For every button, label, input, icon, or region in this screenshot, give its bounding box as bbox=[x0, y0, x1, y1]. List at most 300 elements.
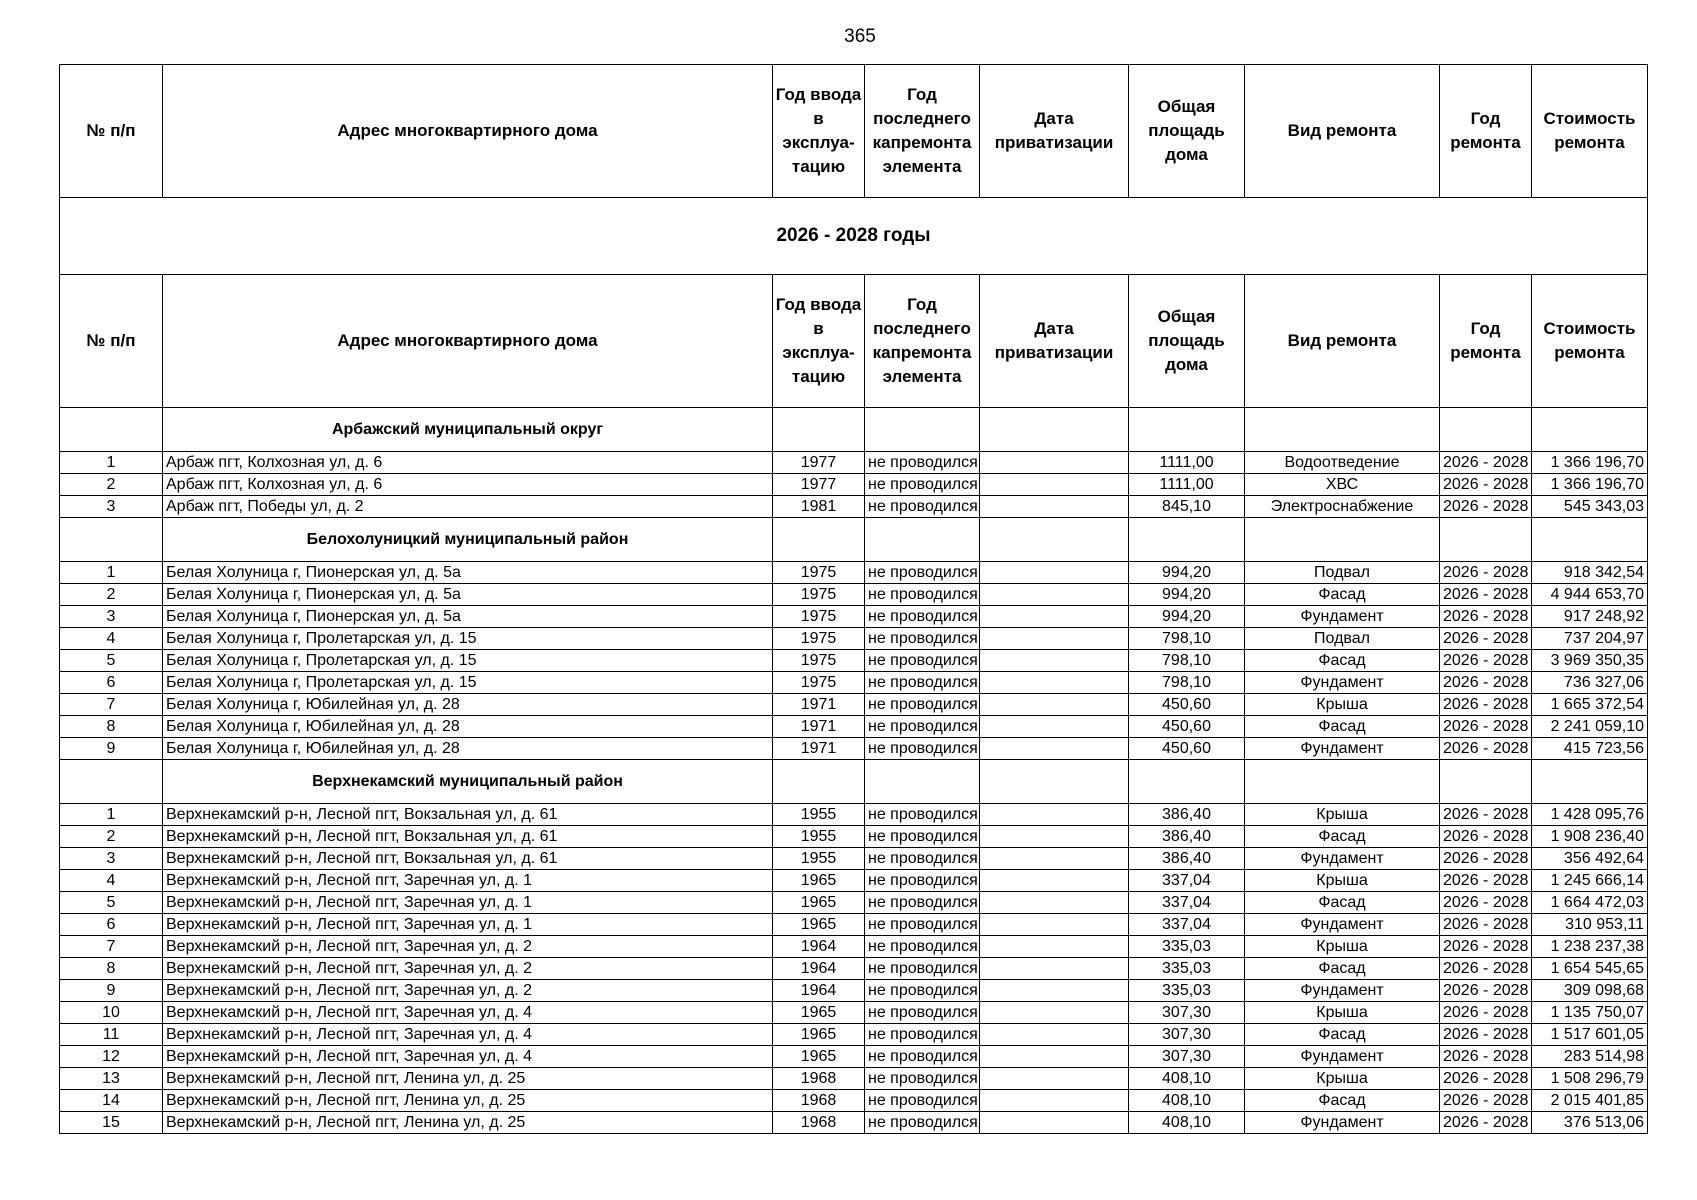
header-repair-type: Вид ремонта bbox=[1245, 65, 1440, 198]
cell-last-repair: не проводился bbox=[865, 1046, 980, 1068]
table-row bbox=[60, 1024, 1648, 1046]
cell-cost: 1 665 372,54 bbox=[1532, 694, 1648, 716]
header-cost: Стоимость ремонта bbox=[1532, 275, 1648, 408]
cell-repair-type: Электроснабжение bbox=[1245, 496, 1440, 518]
period-row bbox=[60, 198, 1648, 275]
cell-repair-type: Фундамент bbox=[1245, 848, 1440, 870]
cell-repair-year: 2026 - 2028 bbox=[1440, 804, 1532, 826]
cell-privatization bbox=[980, 1112, 1129, 1134]
cell-address: Верхнекамский р-н, Лесной пгт, Заречная ул, д. 4 bbox=[163, 1002, 773, 1024]
cell-address: Белая Холуница г, Пионерская ул, д. 5а bbox=[163, 562, 773, 584]
cell-last-repair: не проводился bbox=[865, 738, 980, 760]
cell-year-built: 1975 bbox=[773, 672, 865, 694]
table-row bbox=[60, 870, 1648, 892]
cell-year-built: 1955 bbox=[773, 804, 865, 826]
cell-repair-type: Подвал bbox=[1245, 628, 1440, 650]
cell-cost: 376 513,06 bbox=[1532, 1112, 1648, 1134]
cell-repair-year: 2026 - 2028 bbox=[1440, 1046, 1532, 1068]
cell-repair-year: 2026 - 2028 bbox=[1440, 474, 1532, 496]
table-row bbox=[60, 958, 1648, 980]
section-empty-cell bbox=[1129, 408, 1245, 452]
section-empty-cell bbox=[1440, 760, 1532, 804]
cell-privatization bbox=[980, 562, 1129, 584]
section-empty-cell bbox=[980, 760, 1129, 804]
cell-repair-type: Крыша bbox=[1245, 1002, 1440, 1024]
repair-plan-table bbox=[59, 64, 1648, 1134]
cell-num: 9 bbox=[60, 980, 163, 1002]
header-address: Адрес многоквартирного дома bbox=[163, 275, 773, 408]
cell-cost: 1 135 750,07 bbox=[1532, 1002, 1648, 1024]
cell-year-built: 1964 bbox=[773, 958, 865, 980]
cell-cost: 736 327,06 bbox=[1532, 672, 1648, 694]
cell-privatization bbox=[980, 496, 1129, 518]
cell-area: 994,20 bbox=[1129, 584, 1245, 606]
cell-privatization bbox=[980, 936, 1129, 958]
cell-year-built: 1971 bbox=[773, 716, 865, 738]
cell-repair-year: 2026 - 2028 bbox=[1440, 1090, 1532, 1112]
cell-privatization bbox=[980, 606, 1129, 628]
section-empty-cell bbox=[1440, 518, 1532, 562]
header-privatization: Дата приватизации bbox=[980, 65, 1129, 198]
cell-repair-year: 2026 - 2028 bbox=[1440, 738, 1532, 760]
cell-last-repair: не проводился bbox=[865, 804, 980, 826]
cell-address: Верхнекамский р-н, Лесной пгт, Заречная ул, д. 1 bbox=[163, 892, 773, 914]
cell-repair-year: 2026 - 2028 bbox=[1440, 628, 1532, 650]
cell-year-built: 1964 bbox=[773, 936, 865, 958]
table-row bbox=[60, 1068, 1648, 1090]
cell-year-built: 1965 bbox=[773, 1024, 865, 1046]
cell-repair-year: 2026 - 2028 bbox=[1440, 1068, 1532, 1090]
cell-last-repair: не проводился bbox=[865, 980, 980, 1002]
cell-privatization bbox=[980, 672, 1129, 694]
table-row bbox=[60, 562, 1648, 584]
cell-repair-type: Фасад bbox=[1245, 958, 1440, 980]
header-year-built: Год ввода в эксплуа-тацию bbox=[773, 275, 865, 408]
cell-num: 1 bbox=[60, 804, 163, 826]
cell-area: 798,10 bbox=[1129, 628, 1245, 650]
cell-year-built: 1955 bbox=[773, 826, 865, 848]
cell-repair-type: Фундамент bbox=[1245, 738, 1440, 760]
header-address: Адрес многоквартирного дома bbox=[163, 65, 773, 198]
cell-last-repair: не проводился bbox=[865, 584, 980, 606]
cell-num: 14 bbox=[60, 1090, 163, 1112]
cell-last-repair: не проводился bbox=[865, 1112, 980, 1134]
section-empty-cell bbox=[773, 518, 865, 562]
cell-repair-type: Крыша bbox=[1245, 870, 1440, 892]
table-row bbox=[60, 716, 1648, 738]
cell-area: 994,20 bbox=[1129, 606, 1245, 628]
cell-last-repair: не проводился bbox=[865, 650, 980, 672]
cell-address: Верхнекамский р-н, Лесной пгт, Заречная ул, д. 2 bbox=[163, 980, 773, 1002]
cell-num: 11 bbox=[60, 1024, 163, 1046]
cell-repair-year: 2026 - 2028 bbox=[1440, 562, 1532, 584]
cell-repair-year: 2026 - 2028 bbox=[1440, 936, 1532, 958]
cell-cost: 1 366 196,70 bbox=[1532, 452, 1648, 474]
header-last-repair: Год последнего капремонта элемента bbox=[865, 65, 980, 198]
cell-repair-year: 2026 - 2028 bbox=[1440, 1002, 1532, 1024]
cell-num: 3 bbox=[60, 496, 163, 518]
cell-year-built: 1964 bbox=[773, 980, 865, 1002]
cell-num: 15 bbox=[60, 1112, 163, 1134]
cell-last-repair: не проводился bbox=[865, 848, 980, 870]
table-row bbox=[60, 738, 1648, 760]
cell-area: 994,20 bbox=[1129, 562, 1245, 584]
table-row bbox=[60, 1046, 1648, 1068]
cell-num: 7 bbox=[60, 936, 163, 958]
cell-cost: 1 908 236,40 bbox=[1532, 826, 1648, 848]
cell-privatization bbox=[980, 452, 1129, 474]
section-empty-cell bbox=[865, 518, 980, 562]
cell-num: 7 bbox=[60, 694, 163, 716]
cell-area: 337,04 bbox=[1129, 914, 1245, 936]
cell-last-repair: не проводился bbox=[865, 474, 980, 496]
cell-area: 450,60 bbox=[1129, 738, 1245, 760]
cell-year-built: 1975 bbox=[773, 584, 865, 606]
table-row bbox=[60, 474, 1648, 496]
cell-num: 1 bbox=[60, 562, 163, 584]
table-row bbox=[60, 1112, 1648, 1134]
cell-num: 8 bbox=[60, 716, 163, 738]
section-row bbox=[60, 518, 1648, 562]
cell-repair-type: Фундамент bbox=[1245, 980, 1440, 1002]
cell-repair-type: Фундамент bbox=[1245, 914, 1440, 936]
cell-cost: 1 428 095,76 bbox=[1532, 804, 1648, 826]
cell-repair-year: 2026 - 2028 bbox=[1440, 1024, 1532, 1046]
cell-address: Верхнекамский р-н, Лесной пгт, Заречная ул, д. 1 bbox=[163, 870, 773, 892]
cell-cost: 310 953,11 bbox=[1532, 914, 1648, 936]
cell-cost: 415 723,56 bbox=[1532, 738, 1648, 760]
header-cost: Стоимость ремонта bbox=[1532, 65, 1648, 198]
cell-last-repair: не проводился bbox=[865, 826, 980, 848]
cell-year-built: 1965 bbox=[773, 870, 865, 892]
cell-cost: 1 508 296,79 bbox=[1532, 1068, 1648, 1090]
cell-address: Верхнекамский р-н, Лесной пгт, Вокзальная ул, д. 61 bbox=[163, 826, 773, 848]
table-header-row bbox=[60, 65, 1648, 198]
cell-num: 2 bbox=[60, 474, 163, 496]
section-empty-cell bbox=[773, 408, 865, 452]
cell-num: 2 bbox=[60, 826, 163, 848]
cell-last-repair: не проводился bbox=[865, 914, 980, 936]
cell-privatization bbox=[980, 650, 1129, 672]
table-header-row-repeat bbox=[60, 275, 1648, 408]
header-privatization: Дата приватизации bbox=[980, 275, 1129, 408]
cell-year-built: 1975 bbox=[773, 562, 865, 584]
cell-repair-year: 2026 - 2028 bbox=[1440, 672, 1532, 694]
cell-area: 408,10 bbox=[1129, 1090, 1245, 1112]
cell-area: 845,10 bbox=[1129, 496, 1245, 518]
section-empty-cell bbox=[1532, 760, 1648, 804]
cell-repair-year: 2026 - 2028 bbox=[1440, 496, 1532, 518]
section-empty-cell bbox=[865, 760, 980, 804]
cell-last-repair: не проводился bbox=[865, 562, 980, 584]
section-empty-cell bbox=[865, 408, 980, 452]
cell-repair-type: Фундамент bbox=[1245, 1112, 1440, 1134]
table-row bbox=[60, 452, 1648, 474]
cell-num: 10 bbox=[60, 1002, 163, 1024]
cell-address: Белая Холуница г, Пролетарская ул, д. 15 bbox=[163, 650, 773, 672]
cell-year-built: 1977 bbox=[773, 452, 865, 474]
cell-last-repair: не проводился bbox=[865, 870, 980, 892]
cell-address: Верхнекамский р-н, Лесной пгт, Ленина ул, д. 25 bbox=[163, 1068, 773, 1090]
cell-year-built: 1968 bbox=[773, 1068, 865, 1090]
section-empty-cell bbox=[1532, 408, 1648, 452]
cell-num: 8 bbox=[60, 958, 163, 980]
cell-num: 9 bbox=[60, 738, 163, 760]
section-empty-cell bbox=[1245, 518, 1440, 562]
cell-year-built: 1955 bbox=[773, 848, 865, 870]
cell-repair-type: Фундамент bbox=[1245, 672, 1440, 694]
cell-address: Верхнекамский р-н, Лесной пгт, Вокзальная ул, д. 61 bbox=[163, 804, 773, 826]
cell-address: Верхнекамский р-н, Лесной пгт, Заречная ул, д. 4 bbox=[163, 1024, 773, 1046]
cell-repair-type: Фасад bbox=[1245, 1090, 1440, 1112]
cell-privatization bbox=[980, 892, 1129, 914]
section-empty-cell bbox=[1440, 408, 1532, 452]
cell-year-built: 1965 bbox=[773, 1046, 865, 1068]
cell-address: Верхнекамский р-н, Лесной пгт, Заречная ул, д. 1 bbox=[163, 914, 773, 936]
cell-area: 307,30 bbox=[1129, 1024, 1245, 1046]
cell-address: Белая Холуница г, Пролетарская ул, д. 15 bbox=[163, 628, 773, 650]
cell-area: 408,10 bbox=[1129, 1068, 1245, 1090]
cell-privatization bbox=[980, 980, 1129, 1002]
cell-last-repair: не проводился bbox=[865, 716, 980, 738]
cell-repair-year: 2026 - 2028 bbox=[1440, 826, 1532, 848]
cell-privatization bbox=[980, 804, 1129, 826]
cell-cost: 1 517 601,05 bbox=[1532, 1024, 1648, 1046]
cell-area: 798,10 bbox=[1129, 650, 1245, 672]
cell-address: Верхнекамский р-н, Лесной пгт, Вокзальная ул, д. 61 bbox=[163, 848, 773, 870]
cell-last-repair: не проводился bbox=[865, 694, 980, 716]
cell-repair-year: 2026 - 2028 bbox=[1440, 848, 1532, 870]
cell-last-repair: не проводился bbox=[865, 628, 980, 650]
cell-cost: 918 342,54 bbox=[1532, 562, 1648, 584]
cell-repair-year: 2026 - 2028 bbox=[1440, 958, 1532, 980]
table-row bbox=[60, 628, 1648, 650]
cell-address: Арбаж пгт, Победы ул, д. 2 bbox=[163, 496, 773, 518]
table-row bbox=[60, 804, 1648, 826]
cell-area: 337,04 bbox=[1129, 870, 1245, 892]
cell-privatization bbox=[980, 628, 1129, 650]
cell-num: 13 bbox=[60, 1068, 163, 1090]
cell-privatization bbox=[980, 870, 1129, 892]
table-row bbox=[60, 936, 1648, 958]
cell-year-built: 1965 bbox=[773, 914, 865, 936]
cell-cost: 283 514,98 bbox=[1532, 1046, 1648, 1068]
section-row bbox=[60, 408, 1648, 452]
cell-year-built: 1975 bbox=[773, 628, 865, 650]
cell-address: Верхнекамский р-н, Лесной пгт, Заречная ул, д. 2 bbox=[163, 958, 773, 980]
cell-privatization bbox=[980, 1024, 1129, 1046]
section-row bbox=[60, 760, 1648, 804]
cell-address: Арбаж пгт, Колхозная ул, д. 6 bbox=[163, 452, 773, 474]
cell-num: 3 bbox=[60, 606, 163, 628]
table-row bbox=[60, 1090, 1648, 1112]
page-number: 365 bbox=[844, 26, 876, 47]
cell-last-repair: не проводился bbox=[865, 1024, 980, 1046]
cell-address: Белая Холуница г, Юбилейная ул, д. 28 bbox=[163, 738, 773, 760]
cell-privatization bbox=[980, 738, 1129, 760]
cell-repair-year: 2026 - 2028 bbox=[1440, 606, 1532, 628]
cell-repair-year: 2026 - 2028 bbox=[1440, 914, 1532, 936]
cell-year-built: 1981 bbox=[773, 496, 865, 518]
section-empty-cell bbox=[980, 518, 1129, 562]
cell-last-repair: не проводился bbox=[865, 1068, 980, 1090]
cell-privatization bbox=[980, 1002, 1129, 1024]
cell-cost: 1 245 666,14 bbox=[1532, 870, 1648, 892]
period-title: 2026 - 2028 годы bbox=[60, 198, 1648, 275]
cell-repair-year: 2026 - 2028 bbox=[1440, 650, 1532, 672]
cell-address: Верхнекамский р-н, Лесной пгт, Ленина ул, д. 25 bbox=[163, 1090, 773, 1112]
cell-area: 335,03 bbox=[1129, 980, 1245, 1002]
header-repair-year: Год ремонта bbox=[1440, 65, 1532, 198]
cell-area: 1111,00 bbox=[1129, 452, 1245, 474]
header-area: Общая площадь дома bbox=[1129, 275, 1245, 408]
cell-num: 12 bbox=[60, 1046, 163, 1068]
section-empty-cell bbox=[60, 408, 163, 452]
section-empty-cell bbox=[60, 760, 163, 804]
table-row bbox=[60, 584, 1648, 606]
cell-year-built: 1975 bbox=[773, 650, 865, 672]
table-body bbox=[60, 65, 1648, 1134]
cell-repair-year: 2026 - 2028 bbox=[1440, 892, 1532, 914]
header-last-repair: Год последнего капремонта элемента bbox=[865, 275, 980, 408]
table-row bbox=[60, 826, 1648, 848]
cell-repair-type: Крыша bbox=[1245, 804, 1440, 826]
cell-last-repair: не проводился bbox=[865, 606, 980, 628]
table-row bbox=[60, 980, 1648, 1002]
cell-cost: 3 969 350,35 bbox=[1532, 650, 1648, 672]
header-year-built: Год ввода в эксплуа-тацию bbox=[773, 65, 865, 198]
cell-num: 4 bbox=[60, 628, 163, 650]
cell-num: 5 bbox=[60, 650, 163, 672]
section-empty-cell bbox=[1129, 518, 1245, 562]
cell-repair-type: Фасад bbox=[1245, 716, 1440, 738]
cell-area: 335,03 bbox=[1129, 936, 1245, 958]
section-empty-cell bbox=[1532, 518, 1648, 562]
cell-repair-year: 2026 - 2028 bbox=[1440, 716, 1532, 738]
cell-repair-year: 2026 - 2028 bbox=[1440, 980, 1532, 1002]
cell-area: 337,04 bbox=[1129, 892, 1245, 914]
header-area: Общая площадь дома bbox=[1129, 65, 1245, 198]
cell-area: 386,40 bbox=[1129, 804, 1245, 826]
table-row bbox=[60, 1002, 1648, 1024]
cell-num: 6 bbox=[60, 914, 163, 936]
cell-last-repair: не проводился bbox=[865, 496, 980, 518]
table-row bbox=[60, 848, 1648, 870]
cell-year-built: 1965 bbox=[773, 892, 865, 914]
cell-cost: 2 015 401,85 bbox=[1532, 1090, 1648, 1112]
cell-cost: 309 098,68 bbox=[1532, 980, 1648, 1002]
cell-privatization bbox=[980, 1046, 1129, 1068]
cell-area: 386,40 bbox=[1129, 826, 1245, 848]
cell-last-repair: не проводился bbox=[865, 936, 980, 958]
cell-repair-type: Водоотведение bbox=[1245, 452, 1440, 474]
cell-privatization bbox=[980, 826, 1129, 848]
cell-area: 307,30 bbox=[1129, 1046, 1245, 1068]
cell-address: Белая Холуница г, Пионерская ул, д. 5а bbox=[163, 606, 773, 628]
cell-privatization bbox=[980, 584, 1129, 606]
cell-last-repair: не проводился bbox=[865, 672, 980, 694]
cell-cost: 917 248,92 bbox=[1532, 606, 1648, 628]
cell-repair-type: Фасад bbox=[1245, 892, 1440, 914]
cell-year-built: 1968 bbox=[773, 1090, 865, 1112]
cell-area: 386,40 bbox=[1129, 848, 1245, 870]
table-row bbox=[60, 672, 1648, 694]
table-row bbox=[60, 496, 1648, 518]
table-row bbox=[60, 606, 1648, 628]
header-repair-type: Вид ремонта bbox=[1245, 275, 1440, 408]
cell-year-built: 1971 bbox=[773, 738, 865, 760]
cell-repair-type: Крыша bbox=[1245, 936, 1440, 958]
section-empty-cell bbox=[773, 760, 865, 804]
table-row bbox=[60, 914, 1648, 936]
cell-repair-type: Фундамент bbox=[1245, 1046, 1440, 1068]
section-title: Верхнекамский муниципальный район bbox=[163, 760, 773, 804]
cell-year-built: 1975 bbox=[773, 606, 865, 628]
cell-area: 450,60 bbox=[1129, 716, 1245, 738]
cell-cost: 1 654 545,65 bbox=[1532, 958, 1648, 980]
header-num: № п/п bbox=[60, 275, 163, 408]
cell-privatization bbox=[980, 1068, 1129, 1090]
cell-last-repair: не проводился bbox=[865, 958, 980, 980]
cell-repair-type: Подвал bbox=[1245, 562, 1440, 584]
cell-num: 2 bbox=[60, 584, 163, 606]
table-row bbox=[60, 694, 1648, 716]
cell-address: Арбаж пгт, Колхозная ул, д. 6 bbox=[163, 474, 773, 496]
cell-num: 3 bbox=[60, 848, 163, 870]
cell-num: 5 bbox=[60, 892, 163, 914]
table-row bbox=[60, 650, 1648, 672]
cell-address: Белая Холуница г, Пионерская ул, д. 5а bbox=[163, 584, 773, 606]
cell-address: Белая Холуница г, Юбилейная ул, д. 28 bbox=[163, 694, 773, 716]
cell-area: 450,60 bbox=[1129, 694, 1245, 716]
cell-privatization bbox=[980, 914, 1129, 936]
cell-area: 1111,00 bbox=[1129, 474, 1245, 496]
cell-repair-type: Фасад bbox=[1245, 650, 1440, 672]
cell-repair-type: Фасад bbox=[1245, 584, 1440, 606]
cell-cost: 356 492,64 bbox=[1532, 848, 1648, 870]
cell-repair-year: 2026 - 2028 bbox=[1440, 870, 1532, 892]
section-title: Арбажский муниципальный округ bbox=[163, 408, 773, 452]
cell-repair-year: 2026 - 2028 bbox=[1440, 1112, 1532, 1134]
cell-num: 6 bbox=[60, 672, 163, 694]
cell-repair-year: 2026 - 2028 bbox=[1440, 694, 1532, 716]
cell-address: Белая Холуница г, Юбилейная ул, д. 28 bbox=[163, 716, 773, 738]
section-empty-cell bbox=[60, 518, 163, 562]
cell-address: Верхнекамский р-н, Лесной пгт, Заречная ул, д. 4 bbox=[163, 1046, 773, 1068]
cell-last-repair: не проводился bbox=[865, 452, 980, 474]
cell-cost: 737 204,97 bbox=[1532, 628, 1648, 650]
section-empty-cell bbox=[1245, 408, 1440, 452]
cell-address: Верхнекамский р-н, Лесной пгт, Заречная ул, д. 2 bbox=[163, 936, 773, 958]
section-title: Белохолуницкий муниципальный район bbox=[163, 518, 773, 562]
cell-area: 408,10 bbox=[1129, 1112, 1245, 1134]
header-repair-year: Год ремонта bbox=[1440, 275, 1532, 408]
cell-repair-type: Фасад bbox=[1245, 1024, 1440, 1046]
cell-cost: 1 366 196,70 bbox=[1532, 474, 1648, 496]
cell-num: 1 bbox=[60, 452, 163, 474]
cell-privatization bbox=[980, 848, 1129, 870]
cell-num: 4 bbox=[60, 870, 163, 892]
cell-cost: 4 944 653,70 bbox=[1532, 584, 1648, 606]
cell-year-built: 1965 bbox=[773, 1002, 865, 1024]
cell-cost: 1 238 237,38 bbox=[1532, 936, 1648, 958]
cell-repair-type: Фундамент bbox=[1245, 606, 1440, 628]
cell-repair-type: Крыша bbox=[1245, 1068, 1440, 1090]
cell-repair-type: ХВС bbox=[1245, 474, 1440, 496]
cell-year-built: 1977 bbox=[773, 474, 865, 496]
cell-repair-type: Крыша bbox=[1245, 694, 1440, 716]
cell-repair-type: Фасад bbox=[1245, 826, 1440, 848]
